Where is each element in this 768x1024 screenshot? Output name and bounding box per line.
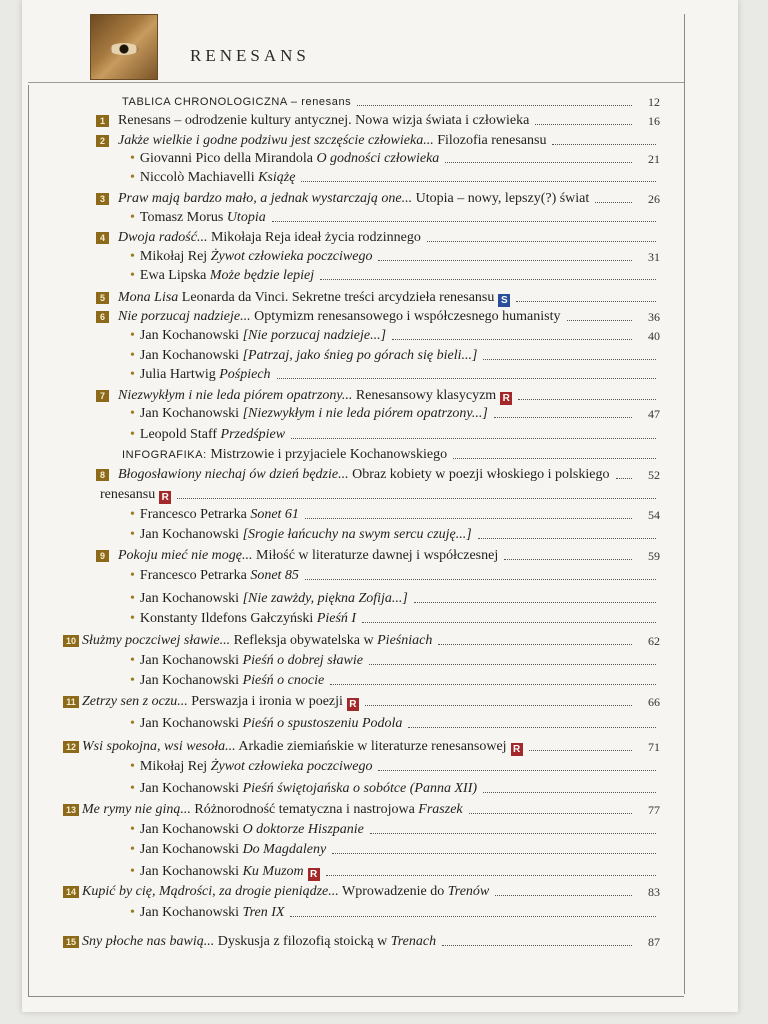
toc-entry-text [130, 365, 271, 385]
page-number: 54 [648, 508, 660, 522]
italic-text: Praw mają bardzo mało, a jednak wystarczają one... [118, 191, 413, 206]
dot-leader [495, 895, 632, 896]
dot-leader [320, 279, 656, 280]
italic-text: Książę [258, 170, 296, 185]
s-marker-icon: S [498, 294, 510, 307]
italic-text: Trenach [390, 934, 437, 949]
toc-reading [0, 862, 768, 882]
page-number: 62 [648, 634, 660, 648]
italic-text: Tren IX [242, 905, 285, 920]
italic-text: Jakże wielkie i godne podziwu jest szczęście człowieka... [118, 133, 434, 148]
plain-text: Jan Kochanowski [139, 842, 243, 857]
toc-entry-text [130, 820, 364, 840]
dot-leader [326, 875, 656, 876]
dot-leader [529, 750, 632, 751]
bullet-icon: • [130, 210, 135, 225]
italic-text: Niezwykłym i nie leda piórem opatrzony... [118, 388, 353, 403]
plain-text: Mistrzowie i przyjaciele Kochanowskiego [206, 447, 448, 462]
italic-text: Sonet 85 [250, 568, 299, 583]
plain-text: Giovanni Pico della Mirandola [139, 151, 317, 166]
lesson-number-badge: 7 [96, 390, 109, 402]
page-number: 47 [648, 407, 660, 421]
toc-lesson [0, 288, 768, 308]
bullet-icon: • [130, 507, 135, 522]
page-number: 12 [648, 95, 660, 109]
header-rule [28, 82, 684, 83]
bullet-icon: • [130, 591, 135, 606]
bullet-icon: • [130, 716, 135, 731]
bullet-icon: • [130, 406, 135, 421]
bullet-icon: • [130, 781, 135, 796]
italic-text: Nie porzucaj nadzieje... [118, 309, 251, 324]
plain-text: Jan Kochanowski [139, 328, 243, 343]
plain-text: Konstanty Ildefons Gałczyński [139, 611, 317, 626]
plain-text: Mikołaj Rej [139, 759, 211, 774]
toc-entry-text [130, 404, 488, 424]
plain-text: Wprowadzenie do [338, 884, 448, 899]
chapter-title: RENESANS [190, 46, 310, 65]
italic-text: Zetrzy sen z oczu... [82, 694, 188, 709]
lesson-number-badge: 14 [63, 886, 79, 898]
toc-reading [0, 346, 768, 366]
toc-entry-text [130, 589, 408, 609]
toc-lesson [0, 882, 768, 902]
plain-text: Obraz kobiety w poezji włoskiego i polskiego [348, 467, 610, 482]
plain-text: Julia Hartwig [139, 367, 220, 382]
bullet-icon: • [130, 328, 135, 343]
plain-text: Mikołaja Reja ideał życia rodzinnego [207, 230, 421, 245]
toc-reading [0, 589, 768, 609]
dot-leader [290, 916, 656, 917]
italic-text: Pokoju mieć nie mogę... [118, 548, 253, 563]
toc-entry-text [130, 326, 386, 346]
plain-text: Filozofia renesansu [433, 133, 547, 148]
italic-text: Pieśń świętojańska o sobótce (Panna XII) [242, 781, 478, 796]
dot-leader [494, 417, 632, 418]
toc-reading [0, 840, 768, 860]
toc-lesson [0, 737, 768, 757]
toc-entry-text [118, 288, 510, 308]
dot-leader [453, 458, 656, 459]
toc-reading [0, 404, 768, 424]
toc-entry-text [130, 862, 320, 882]
toc-entry-text [130, 609, 356, 629]
toc-reading [0, 208, 768, 228]
toc-lesson [0, 307, 768, 327]
plain-text: Jan Kochanowski [139, 781, 243, 796]
toc-entry-text [82, 932, 436, 952]
lesson-number-badge: 4 [96, 232, 109, 244]
page-number: 87 [648, 935, 660, 949]
italic-text: Przedśpiew [220, 427, 286, 442]
italic-text: Do Magdaleny [242, 842, 327, 857]
bullet-icon: • [130, 151, 135, 166]
toc-entry-text [118, 465, 610, 485]
toc-reading [0, 365, 768, 385]
page-number: 31 [648, 250, 660, 264]
dot-leader [567, 320, 633, 321]
toc-lesson [0, 131, 768, 151]
dot-leader [518, 399, 656, 400]
dot-leader [369, 664, 656, 665]
lesson-number-badge: 6 [96, 311, 109, 323]
italic-text: Służmy poczciwej sławie... [82, 633, 231, 648]
toc-reading [0, 525, 768, 545]
plain-text: Renesans – odrodzenie kultury antycznej. Nowa wizja świata i człowieka [118, 113, 530, 128]
bullet-icon: • [130, 653, 135, 668]
lesson-number-badge: 2 [96, 135, 109, 147]
toc-entry-text [82, 692, 359, 712]
toc-reading [0, 779, 768, 799]
r-marker-icon: R [347, 698, 359, 711]
italic-text: Utopia [226, 210, 266, 225]
toc-reading [0, 326, 768, 346]
dot-leader [392, 339, 632, 340]
dot-leader [469, 813, 632, 814]
toc-reading [0, 609, 768, 629]
italic-text: [Nie porzucaj nadzieje...] [242, 328, 387, 343]
toc-heading [0, 445, 768, 465]
lesson-number-badge: 13 [63, 804, 79, 816]
dot-leader [370, 833, 656, 834]
plain-text: Optymizm renesansowego i współczesnego humanisty [250, 309, 561, 324]
r-marker-icon: R [511, 743, 523, 756]
italic-text: Ku Muzom [242, 864, 304, 879]
toc-lesson [0, 228, 768, 248]
toc-entry-text [130, 671, 324, 691]
italic-text: Kupić by cię, Mądrości, za drogie pieniądze... [82, 884, 339, 899]
bullet-icon: • [130, 822, 135, 837]
italic-text: Wsi spokojna, wsi wesoła... [82, 739, 236, 754]
plain-text: Jan Kochanowski [139, 673, 243, 688]
toc-entry-text [130, 840, 326, 860]
toc-entry-text [130, 651, 363, 671]
plain-text: Jan Kochanowski [139, 905, 243, 920]
plain-text: Jan Kochanowski [139, 822, 243, 837]
toc-entry-text [130, 505, 299, 525]
dot-leader [330, 684, 656, 685]
dot-leader [483, 359, 656, 360]
toc-reading [0, 247, 768, 267]
bullet-icon: • [130, 568, 135, 583]
bullet-icon: • [130, 759, 135, 774]
dot-leader [516, 301, 656, 302]
italic-text: [Patrzaj, jako śnieg po górach się bieli...] [242, 348, 478, 363]
r-marker-icon: R [308, 868, 320, 881]
plain-text: Leonarda da Vinci. Sekretne treści arcydzieła renesansu [178, 290, 495, 305]
page-number: 83 [648, 885, 660, 899]
italic-text: O godności człowieka [316, 151, 440, 166]
italic-text: Mona Lisa [118, 290, 179, 305]
toc-entry-text [118, 228, 421, 248]
page-border-bottom [28, 996, 684, 997]
italic-text: Żywot człowieka poczciwego [210, 759, 373, 774]
toc-lesson [0, 932, 768, 952]
page-number: 52 [648, 468, 660, 482]
toc-reading [0, 714, 768, 734]
toc-reading [0, 266, 768, 286]
toc-entry-text [82, 800, 463, 820]
dot-leader [272, 221, 656, 222]
dot-leader [408, 727, 656, 728]
lesson-number-badge: 1 [96, 115, 109, 127]
toc-entry-text [118, 307, 561, 327]
toc-reading [0, 671, 768, 691]
dot-leader [483, 792, 656, 793]
italic-text: Pieśniach [377, 633, 433, 648]
toc-entry-text [130, 247, 372, 267]
dot-leader [291, 438, 656, 439]
bullet-icon: • [130, 170, 135, 185]
toc-lesson [0, 189, 768, 209]
italic-text: Błogosławiony niechaj ów dzień będzie... [118, 467, 349, 482]
toc-entry-text [118, 131, 546, 151]
dot-leader [616, 478, 633, 479]
toc-entry-text [130, 208, 266, 228]
italic-text: Trenów [447, 884, 490, 899]
bullet-icon: • [130, 905, 135, 920]
bullet-icon: • [130, 864, 135, 879]
lesson-number-badge: 8 [96, 469, 109, 481]
italic-text: Pośpiech [219, 367, 271, 382]
bullet-icon: • [130, 527, 135, 542]
page-number: 71 [648, 740, 660, 754]
toc-entry-text [130, 149, 439, 169]
lesson-number-badge: 15 [63, 936, 79, 948]
italic-text: [Srogie łańcuchy na swym sercu czuję...] [242, 527, 472, 542]
dot-leader [378, 770, 656, 771]
bullet-icon: • [130, 842, 135, 857]
italic-text: Pieśń I [316, 611, 357, 626]
dot-leader [332, 853, 656, 854]
toc-entry-text [122, 92, 351, 112]
lesson-number-badge: 9 [96, 550, 109, 562]
plain-text: Leopold Staff [139, 427, 221, 442]
toc-lesson [0, 631, 768, 651]
dot-leader [442, 945, 632, 946]
toc-reading [0, 168, 768, 188]
dot-leader [301, 181, 656, 182]
toc-entry-text [82, 631, 432, 651]
plain-text: renesansu [100, 487, 156, 502]
plain-text: INFOGRAFIKA: [122, 449, 207, 461]
toc-reading [0, 903, 768, 923]
toc-entry-text [130, 779, 477, 799]
bullet-icon: • [130, 249, 135, 264]
plain-text: Tomasz Morus [139, 210, 227, 225]
toc-entry-text [130, 566, 299, 586]
bullet-icon: • [130, 427, 135, 442]
italic-text: Pieśń o spustoszeniu Podola [242, 716, 403, 731]
toc-lesson [0, 546, 768, 566]
plain-text: Jan Kochanowski [139, 406, 243, 421]
toc-heading [0, 92, 768, 112]
italic-text: Fraszek [418, 802, 463, 817]
plain-text: Niccolò Machiavelli [139, 170, 259, 185]
dot-leader [438, 644, 632, 645]
toc-reading [0, 820, 768, 840]
italic-text: [Nie zawżdy, piękna Zofija...] [242, 591, 408, 606]
plain-text: Refleksja obywatelska w [230, 633, 378, 648]
toc-entry-text [130, 266, 314, 286]
dot-leader [378, 260, 632, 261]
plain-text: Jan Kochanowski [139, 864, 243, 879]
dot-leader [535, 124, 632, 125]
plain-text: Dyskusja z filozofią stoicką w [214, 934, 391, 949]
toc-entry-text [130, 168, 295, 188]
lesson-number-badge: 12 [63, 741, 79, 753]
italic-text: Dwoja radość... [118, 230, 208, 245]
dot-leader [445, 162, 632, 163]
toc-entry-text [82, 882, 489, 902]
toc-heading [0, 485, 768, 505]
r-marker-icon: R [159, 491, 171, 504]
bullet-icon: • [130, 673, 135, 688]
toc-entry-text [82, 737, 523, 757]
plain-text: Francesco Petrarka [139, 568, 251, 583]
page-number: 77 [648, 803, 660, 817]
dot-leader [552, 144, 656, 145]
plain-text: Jan Kochanowski [139, 348, 243, 363]
dot-leader [277, 378, 656, 379]
plain-text: Jan Kochanowski [139, 716, 243, 731]
plain-text: Perswazja i ironia w poezji [187, 694, 343, 709]
dot-leader [305, 579, 656, 580]
toc-entry-text [100, 485, 171, 505]
plain-text: TABLICA CHRONOLOGICZNA – renesans [122, 96, 352, 108]
toc-entry-text [130, 903, 284, 923]
toc-entry-text [130, 757, 372, 777]
page-number: 66 [648, 695, 660, 709]
mona-lisa-eye-image [90, 14, 158, 80]
dot-leader [357, 105, 632, 106]
toc-lesson [0, 800, 768, 820]
plain-text: Miłość w literaturze dawnej i współczesnej [252, 548, 499, 563]
toc-entry-text [122, 445, 447, 465]
dot-leader [427, 241, 656, 242]
dot-leader [362, 622, 656, 623]
italic-text: Żywot człowieka poczciwego [210, 249, 373, 264]
toc-entry-text [130, 714, 402, 734]
italic-text: Sny płoche nas bawią... [82, 934, 215, 949]
toc-entry-text [130, 525, 472, 545]
page-number: 26 [648, 192, 660, 206]
toc-lesson [0, 692, 768, 712]
toc-entry-text [118, 546, 498, 566]
r-marker-icon: R [500, 392, 512, 405]
page-number: 16 [648, 114, 660, 128]
page-number: 36 [648, 310, 660, 324]
toc-reading [0, 651, 768, 671]
dot-leader [504, 559, 632, 560]
page-number: 40 [648, 329, 660, 343]
plain-text: Jan Kochanowski [139, 591, 243, 606]
dot-leader [478, 538, 656, 539]
italic-text: O doktorze Hiszpanie [242, 822, 364, 837]
toc-lesson [0, 111, 768, 131]
lesson-number-badge: 10 [63, 635, 79, 647]
toc-reading [0, 425, 768, 445]
page-number: 21 [648, 152, 660, 166]
lesson-number-badge: 3 [96, 193, 109, 205]
toc-entry-text [130, 425, 285, 445]
dot-leader [595, 202, 632, 203]
toc-lesson [0, 386, 768, 406]
plain-text: Arkadie ziemiańskie w literaturze renesansowej [235, 739, 507, 754]
dot-leader [414, 602, 656, 603]
toc-lesson [0, 465, 768, 485]
dot-leader [177, 498, 656, 499]
toc-reading [0, 757, 768, 777]
lesson-number-badge: 5 [96, 292, 109, 304]
toc-reading [0, 149, 768, 169]
plain-text: Mikołaj Rej [139, 249, 211, 264]
plain-text: Utopia – nowy, lepszy(?) świat [412, 191, 590, 206]
italic-text: Pieśń o dobrej sławie [242, 653, 363, 668]
italic-text: Me rymy nie giną... [82, 802, 191, 817]
toc-entry-text [118, 189, 589, 209]
dot-leader [305, 518, 632, 519]
toc-reading [0, 566, 768, 586]
dot-leader [365, 705, 632, 706]
bullet-icon: • [130, 367, 135, 382]
toc-entry-text [118, 386, 512, 406]
bullet-icon: • [130, 611, 135, 626]
plain-text: Jan Kochanowski [139, 653, 243, 668]
italic-text: Pieśń o cnocie [242, 673, 325, 688]
plain-text: Różnorodność tematyczna i nastrojowa [190, 802, 419, 817]
toc-entry-text [130, 346, 477, 366]
plain-text: Jan Kochanowski [139, 527, 243, 542]
plain-text: Renesansowy klasycyzm [352, 388, 497, 403]
italic-text: Sonet 61 [250, 507, 299, 522]
toc-reading [0, 505, 768, 525]
plain-text: Francesco Petrarka [139, 507, 251, 522]
plain-text: Ewa Lipska [139, 268, 210, 283]
italic-text: [Niezwykłym i nie leda piórem opatrzony...] [242, 406, 488, 421]
page-number: 59 [648, 549, 660, 563]
lesson-number-badge: 11 [63, 696, 79, 708]
italic-text: Może będzie lepiej [209, 268, 315, 283]
toc-entry-text [118, 111, 529, 131]
bullet-icon: • [130, 348, 135, 363]
bullet-icon: • [130, 268, 135, 283]
